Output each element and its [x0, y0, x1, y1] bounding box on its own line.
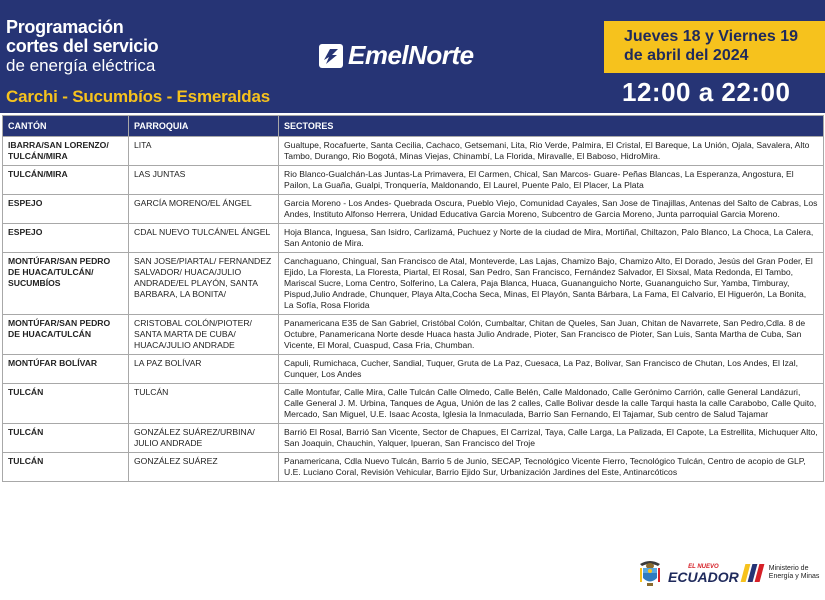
table-header-row	[3, 116, 824, 137]
table-row	[3, 137, 824, 166]
cell-sectores: Calle Montufar, Calle Mira, Calle Tulcán Calle Olmedo, Calle Belén, Calle Maldonado, Calle Gerónimo Carrión, calle General Landázuri, Calle General J. M. Urbina, Tanques de Agua, Unión de las 2 calles, Calle Bolivar desde la calle Tarqui hasta la calle Carabobo, Calle Quito, Mercado, San Miguel, U.E. Isaac Acosta, Iglesia la Inmaculada, Barrio San Fernando, El Tajamar, Sub centro de Salud Tajamar	[279, 384, 824, 424]
cell-canton: MONTÚFAR BOLÍVAR	[3, 355, 129, 384]
date-box	[604, 21, 825, 73]
table-row	[3, 424, 824, 453]
brand-name: EmelNorte	[348, 40, 474, 70]
table-row	[3, 315, 824, 355]
cell-canton: ESPEJO	[3, 224, 129, 253]
title-line-2: cortes del servicio	[6, 36, 159, 56]
el-nuevo-ecuador-logo	[668, 564, 739, 583]
emelnorte-logo	[318, 40, 474, 71]
cell-canton: TULCÁN	[3, 453, 129, 482]
table-row	[3, 224, 824, 253]
announcement-title	[6, 18, 158, 75]
outage-table	[2, 115, 824, 482]
header-parroquia: PARROQUIA	[129, 116, 279, 137]
footer-logos	[638, 558, 821, 588]
cell-canton: ESPEJO	[3, 195, 129, 224]
cell-sectores: Hoja Blanca, Inguesa, San Isidro, Carlizamá, Puchuez y Norte de la ciudad de Mira, Mortiñal, Chiltazon, Palo Blanco, La Choca, La Calera, San Antonio de Mira.	[279, 224, 824, 253]
header-sectores: SECTORES	[279, 116, 824, 137]
cell-sectores: Gualtupe, Rocafuerte, Santa Cecilia, Cachaco, Getsemani, Lita, Rio Verde, Palmira, El Cristal, El Bareque, La Unión, Ojala, Savalera, Alto Tambo, Durango, Rio Bogotá, Minas Viejas, Chinambí, La Florida, Miravalle, El Baboso, HidroMira.	[279, 137, 824, 166]
cell-parroquia: GARCÍA MORENO/EL ÁNGEL	[129, 195, 279, 224]
cell-sectores: Panamericana E35 de San Gabriel, Cristóbal Colón, Cumbaltar, Chitan de Queles, San Juan, Chitan de Navarrete, San Pedro,Cdla. 8 de Octubre, Panamericana Norte desde Huaca hasta Julio Andrade, Pioter, San Francisco de Pioter, San Luis, Santa Martha de Cuba, San Vicente, El Moral, Cuaspud, Casa Fria, Chumban.	[279, 315, 824, 355]
title-line-3: de energía eléctrica	[6, 56, 156, 75]
cell-sectores: Capuli, Rumichaca, Cucher, Sandial, Tuquer, Gruta de La Paz, Cuesaca, La Paz, Bolivar, San Francisco de Chutan, Los Andes, El Izal, Cunquer, Los Andes	[279, 355, 824, 384]
cell-sectores: Canchaguano, Chingual, San Francisco de Atal, Monteverde, Las Lajas, Chamizo Bajo, Chamizo Alto, El Dorado, Jesús del Gran Poder, El Ejido, La Floresta, La Floresta, Piartal, El Rosal, San Pedro, San Francisco, Fernández Salvador, El Sixsal, Mata Redonda, El Tambo, Mariscal Sucre, Loma Centro, Solferino, La Calera, Paja Blanca, Huaca, Guananguicho Norte, Guananguicho Sur, Yamba, Timburay, Pispud,Julio Andrade, Chunquer, Playa Alta,Cocha Seca, Minas, El Playón, Santa Bárbara, La Fama, El Calvario, El Higuerón, La Bonita, La Sofía, Rosa Florida	[279, 253, 824, 315]
cell-parroquia: CRISTOBAL COLÓN/PIOTER/ SANTA MARTA DE CUBA/ HUACA/JULIO ANDRADE	[129, 315, 279, 355]
cell-canton: TULCÁN/MIRA	[3, 166, 129, 195]
table-row	[3, 384, 824, 424]
cell-sectores: Garcia Moreno - Los Andes- Quebrada Oscura, Pueblo Viejo, Comunidad Cayales, San Jose de Tinajillas, Antenas del Salto de Cabras, Los Andes, Instituto Alfonso Herrera, Unidad Educativa Garcia Moreno, Subcentro de Garcia Moreno, Junta parroquial Garcia Moreno.	[279, 195, 824, 224]
cell-sectores: Panamericana, Cdla Nuevo Tulcán, Barrio 5 de Junio, SECAP, Tecnológico Vicente Fierro, Tecnológico Tulcán, Centro de acopio de GLP, U.E. Luciano Coral, Revisión Vehicular, Barrio Ejido Sur, Urbanización Jardines del Este, Antinarcóticos	[279, 453, 824, 482]
cell-parroquia: CDAL NUEVO TULCÁN/EL ÁNGEL	[129, 224, 279, 253]
cell-canton: MONTÚFAR/SAN PEDRO DE HUACA/TULCÁN/ SUCUMBÍOS	[3, 253, 129, 315]
cell-parroquia: GONZÁLEZ SUÁREZ/URBINA/ JULIO ANDRADE	[129, 424, 279, 453]
flag-stripes-icon	[743, 564, 765, 582]
outage-time: 12:00 a 22:00	[622, 77, 791, 107]
header-canton: CANTÓN	[3, 116, 129, 137]
coat-of-arms-icon	[638, 558, 662, 588]
cell-canton: MONTÚFAR/SAN PEDRO DE HUACA/TULCÁN	[3, 315, 129, 355]
cell-canton: TULCÁN	[3, 424, 129, 453]
cell-canton: IBARRA/SAN LORENZO/ TULCÁN/MIRA	[3, 137, 129, 166]
cell-parroquia: TULCÁN	[129, 384, 279, 424]
cell-parroquia: LAS JUNTAS	[129, 166, 279, 195]
ministry-label: Ministerio de Energía y Minas	[768, 565, 820, 580]
el-nuevo-label: EL NUEVO	[688, 563, 719, 570]
outage-date: Jueves 18 y Viernes 19 de abril del 2024	[624, 28, 799, 64]
emelnorte-logo-icon	[318, 43, 344, 69]
table-row	[3, 195, 824, 224]
title-line-1: Programación	[6, 17, 124, 37]
cell-parroquia: LA PAZ BOLÍVAR	[129, 355, 279, 384]
cell-parroquia: SAN JOSE/PIARTAL/ FERNANDEZ SALVADOR/ HUACA/JULIO ANDRADE/EL PLAYÓN, SANTA BARBARA, LA BONITA/	[129, 253, 279, 315]
table-row	[3, 166, 824, 195]
cell-sectores: Barrió El Rosal, Barrió San Vicente, Sector de Chapues, El Carrizal, Taya, Calle Larga, La Palizada, El Capote, La Estrellita, Michuquer Alto, San Joaquin, Chauchin, Yalquer, Ipueran, San Francisco del Troje	[279, 424, 824, 453]
cell-canton: TULCÁN	[3, 384, 129, 424]
cell-parroquia: GONZÁLEZ SUÁREZ	[129, 453, 279, 482]
table-row	[3, 355, 824, 384]
cell-sectores: Rio Blanco-Gualchán-Las Juntas-La Primavera, El Carmen, Chical, San Marcos- Guare- Peñas Blancas, La Esperanza, Angostura, El Pailon, La Guaña, Gualpi, Tronquería, Maldonando, El Laurel, Puente Palo, El Placer, La Plata	[279, 166, 824, 195]
table-row	[3, 453, 824, 482]
table-row	[3, 253, 824, 315]
cell-parroquia: LITA	[129, 137, 279, 166]
provinces-label: Carchi - Sucumbíos - Esmeraldas	[6, 87, 270, 106]
ecuador-label: ECUADOR	[668, 568, 739, 585]
